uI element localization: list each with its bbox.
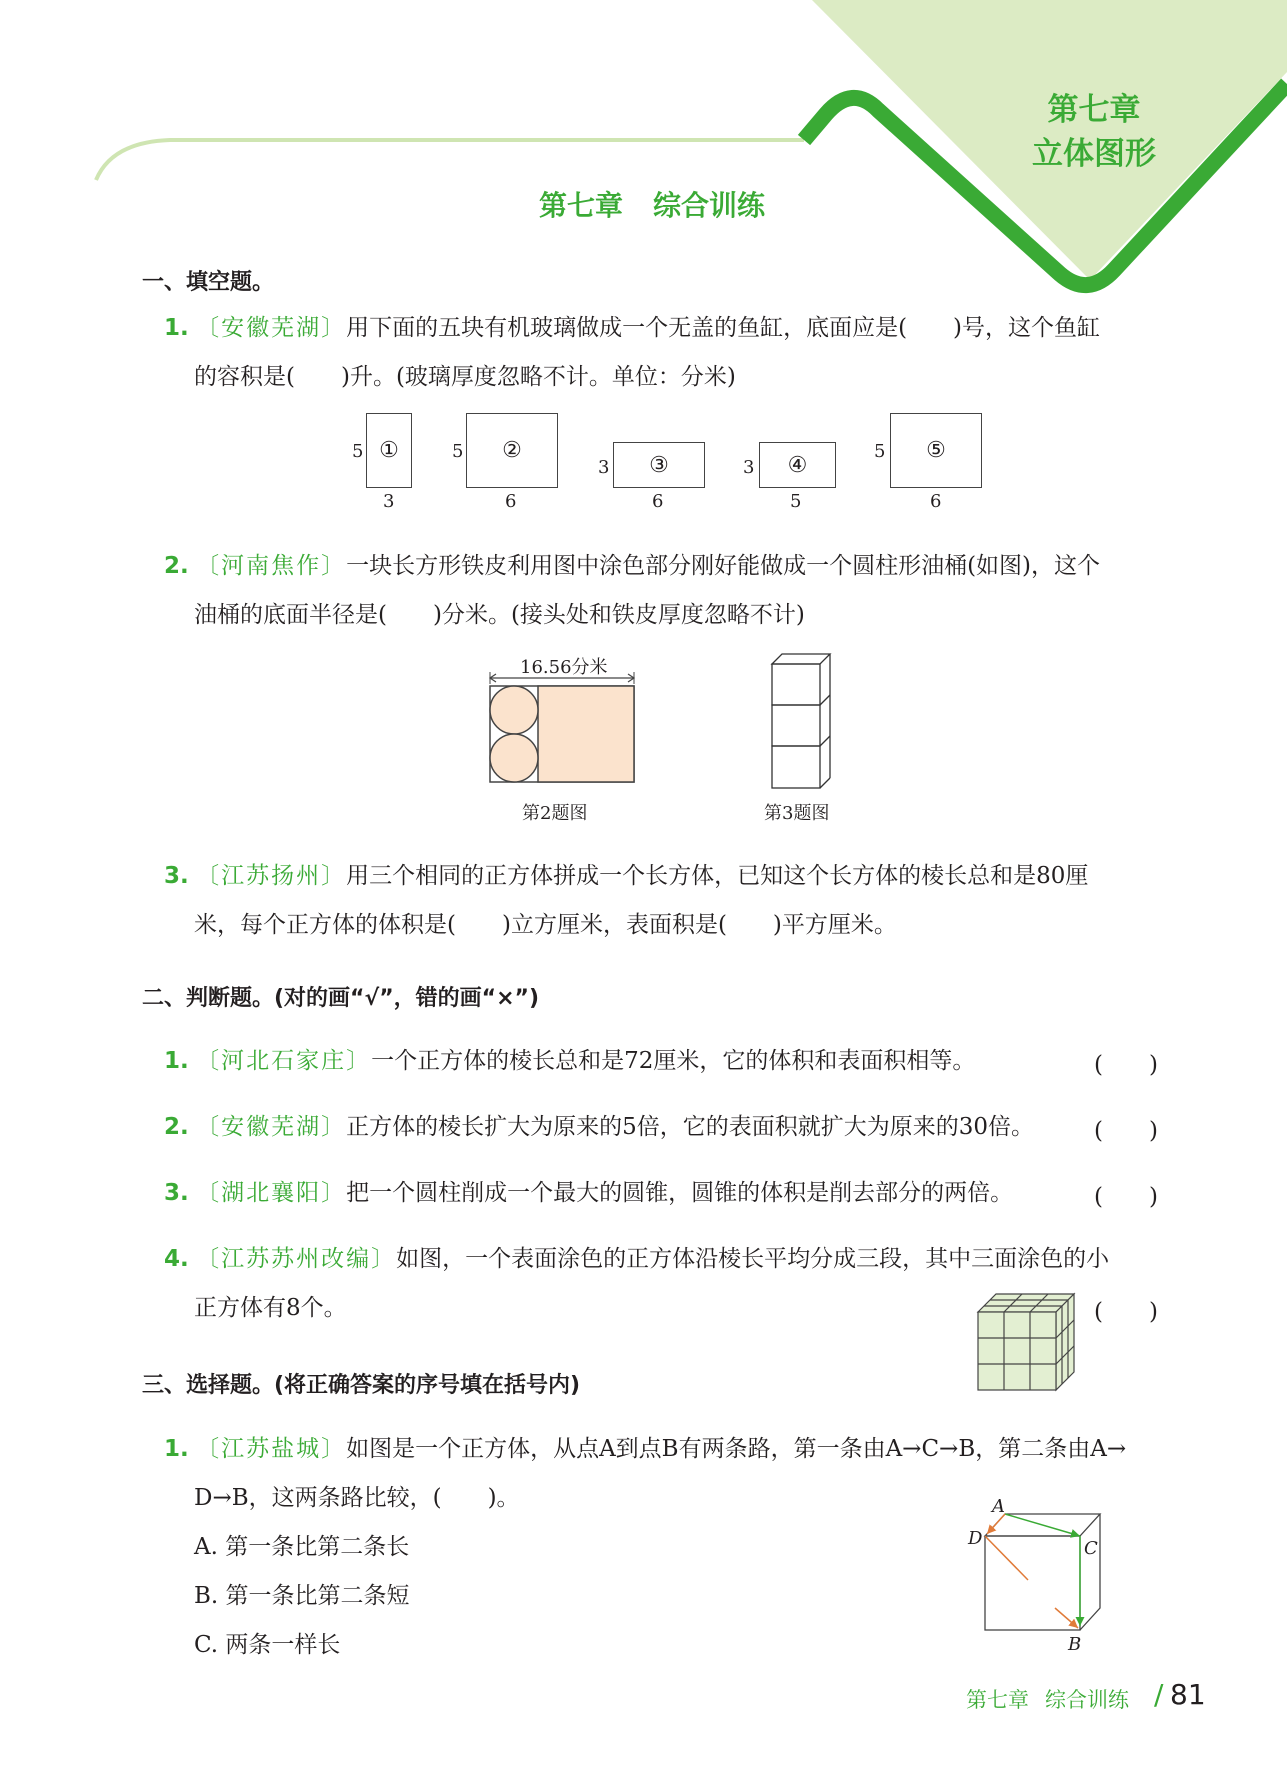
panel-3: ③ — [613, 442, 705, 488]
footer-slash: / — [1154, 1678, 1164, 1711]
section1-heading: 一、填空题。 — [142, 270, 275, 295]
panel-5: ⑤ — [890, 413, 982, 488]
panel-1: ① — [366, 413, 412, 488]
s1-q3-line2: 米，每个正方体的体积是( )立方厘米，表面积是( )平方厘米。 — [194, 912, 897, 938]
panel-4: ④ — [759, 442, 836, 488]
s1-q1-line2: 的容积是( )升。(玻璃厚度忽略不计。单位：分米) — [194, 364, 736, 390]
chapter-tab — [1014, 88, 1174, 176]
painted-cube-figure — [976, 1292, 1076, 1392]
shaded-side-panel — [538, 686, 634, 782]
chapter-number: 第七章 — [1047, 92, 1141, 128]
s3-option-a[interactable]: A. 第一条比第二条长 — [194, 1534, 410, 1560]
footer-running-title: 第七章 综合训练 — [966, 1688, 1129, 1712]
s2-item-2: 2. 〔安徽芜湖〕正方体的棱长扩大为原来的5倍，它的表面积就扩大为原来的30倍。 — [164, 1114, 1034, 1140]
section3-heading: 三、选择题。(将正确答案的序号填在括号内) — [142, 1373, 581, 1398]
point-a-label: A — [992, 1496, 1005, 1517]
s2-item-1-answer[interactable]: ( ) — [1094, 1052, 1158, 1078]
cube-path-figure — [960, 1496, 1110, 1656]
sheet-dimension-label: 16.56分米 — [520, 657, 608, 678]
top-circle — [490, 686, 538, 734]
panel-2: ② — [466, 413, 558, 488]
s1-q1-line1: 1. 〔安徽芜湖〕用下面的五块有机玻璃做成一个无盖的鱼缸，底面应是( )号，这个鱼缸 — [164, 315, 1101, 341]
s2-item-4: 4. 〔江苏苏州改编〕如图，一个表面涂色的正方体沿棱长平均分成三段，其中三面涂色的小 — [164, 1246, 1110, 1272]
s1-q3-line1: 3. 〔江苏扬州〕用三个相同的正方体拼成一个长方体，已知这个长方体的棱长总和是80厘 — [164, 863, 1089, 889]
panel5-width: 6 — [930, 491, 942, 512]
s3-q1-line1: 1. 〔江苏盐城〕如图是一个正方体，从点A到点B有两条路，第一条由A→C→B，第二条由A→ — [164, 1436, 1127, 1462]
bottom-circle — [490, 734, 538, 782]
s2-item-3-answer[interactable]: ( ) — [1094, 1184, 1158, 1210]
panel4-height: 3 — [743, 457, 755, 478]
panel4-width: 5 — [790, 491, 802, 512]
s2-item-2-answer[interactable]: ( ) — [1094, 1118, 1158, 1144]
s3-option-c[interactable]: C. 两条一样长 — [194, 1632, 341, 1658]
panel3-width: 6 — [652, 491, 664, 512]
page-title: 第七章 综合训练 — [539, 189, 766, 222]
panel1-width: 3 — [383, 491, 395, 512]
panel3-height: 3 — [598, 457, 610, 478]
s1-q2-line2: 油桶的底面半径是( )分米。(接头处和铁皮厚度忽略不计) — [194, 602, 805, 628]
s2-item-4-line2: 正方体有8个。 — [194, 1295, 347, 1321]
s3-q1-line2: D→B，这两条路比较，( )。 — [194, 1485, 520, 1511]
point-b-label: B — [1068, 1634, 1082, 1655]
panel2-width: 6 — [505, 491, 517, 512]
header-rule-line — [96, 140, 804, 180]
chapter-topic: 立体图形 — [1032, 136, 1156, 172]
q2-figure-caption: 第2题图 — [522, 803, 588, 824]
panel1-height: 5 — [352, 441, 364, 462]
s2-item-1: 1. 〔河北石家庄〕一个正方体的棱长总和是72厘米，它的体积和表面积相等。 — [164, 1048, 976, 1074]
q3-figure-caption: 第3题图 — [764, 803, 830, 824]
section2-heading: 二、判断题。(对的画“√”，错的画“×”) — [142, 986, 540, 1011]
oil-drum-sheet-figure — [486, 668, 638, 786]
point-c-label: C — [1084, 1538, 1098, 1559]
s2-item-3: 3. 〔湖北襄阳〕把一个圆柱削成一个最大的圆锥，圆锥的体积是削去部分的两倍。 — [164, 1180, 1014, 1206]
s1-q2-line1: 2. 〔河南焦作〕一块长方形铁皮利用图中涂色部分刚好能做成一个圆柱形油桶(如图)，这个 — [164, 553, 1101, 579]
panel5-height: 5 — [874, 441, 886, 462]
s3-option-b[interactable]: B. 第一条比第二条短 — [194, 1583, 410, 1609]
s2-item-4-answer[interactable]: ( ) — [1094, 1299, 1158, 1325]
panel2-height: 5 — [452, 441, 464, 462]
point-d-label: D — [968, 1528, 983, 1549]
stacked-cubes-figure — [770, 650, 832, 790]
page-number: 81 — [1170, 1678, 1206, 1711]
